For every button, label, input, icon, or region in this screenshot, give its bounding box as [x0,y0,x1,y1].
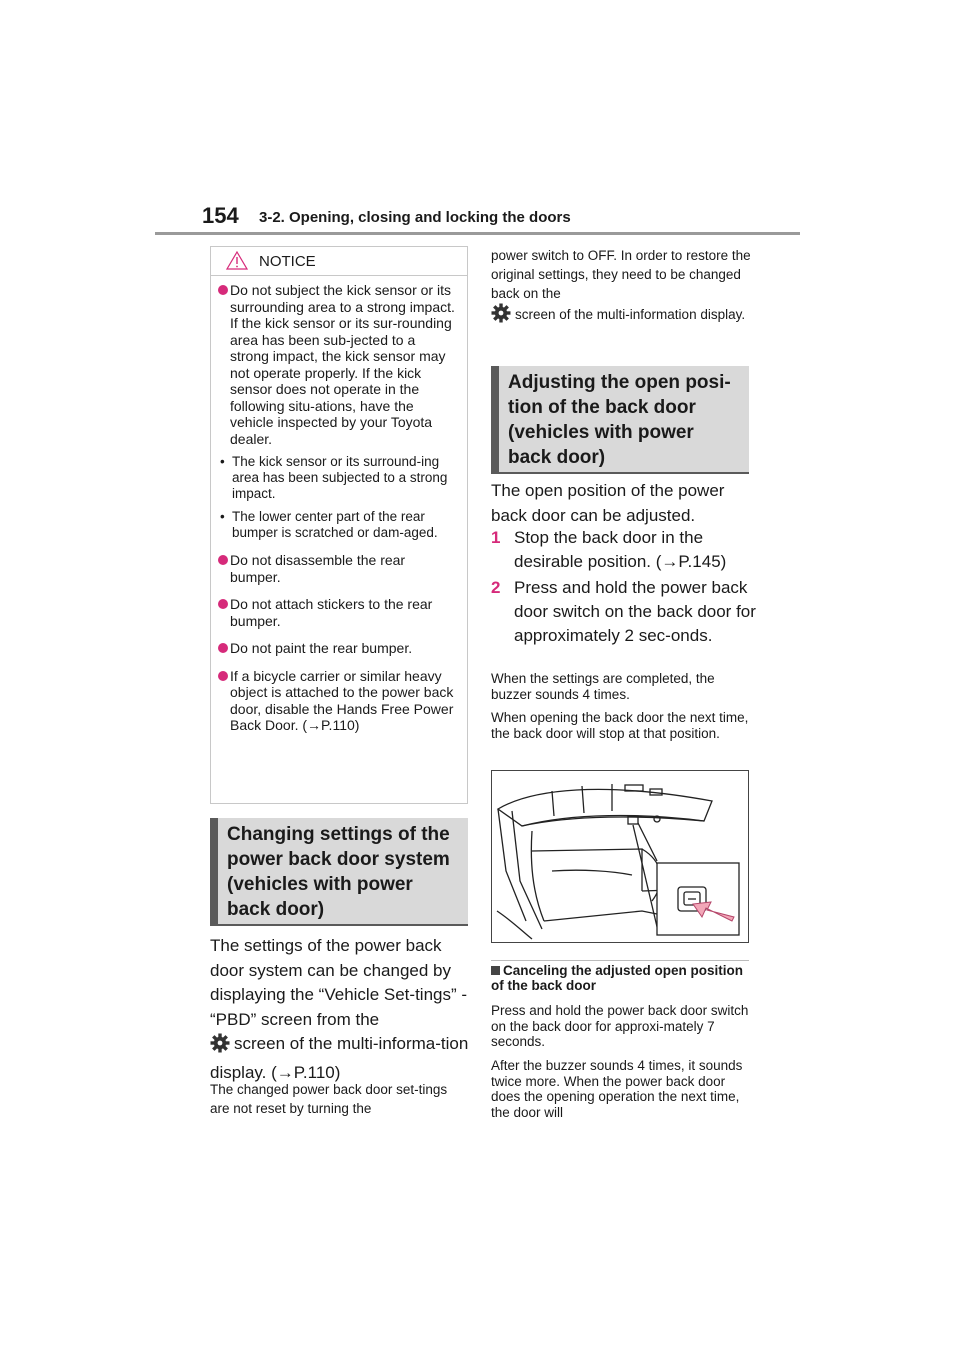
notice-title: NOTICE [259,253,316,270]
adjusting-intro: The open position of the power back door can be adjusted. [491,481,725,525]
step-1 [491,526,761,574]
notice-item [218,552,457,585]
back-door-drawing [492,771,748,942]
gear-icon [210,1033,230,1061]
notice-header [211,247,467,276]
notice-sub-item [218,454,457,502]
subsection-rule [491,960,749,961]
step-number: 1 [491,528,501,547]
bullet-dot-icon [218,285,228,295]
changing-settings-heading: Changing settings of the power back door system (vehicles with power back door) [210,818,468,926]
right-continuation [491,246,753,328]
changing-paragraph [210,934,472,1085]
notice-item-text: Do not disassemble the rear bumper. [230,552,406,585]
bullet-dot-icon [218,599,228,609]
continuation-text-b: screen of the multi-information display. [515,307,746,322]
bullet-dot-icon [218,643,228,653]
adjusting-heading: Adjusting the open posi-tion of the back door (vehicles with power back door) [491,366,749,474]
page-header [202,203,800,233]
bullet-dot-icon [218,671,228,681]
notice-item [218,596,457,629]
notice-item [218,282,457,447]
adjusting-note-2: When opening the back door the next time, the back door will stop at that position. [491,710,749,741]
step-number: 2 [491,578,501,597]
notice-item [218,668,457,734]
changing-note: The changed power back door set-tings are not reset by turning the [210,1082,448,1116]
changing-text-b: screen of the multi-informa-tion display. (→P.110) [210,1034,469,1082]
page-number: 154 [202,203,239,228]
continuation-text-a: power switch to OFF. In order to restore the original settings, they need to be changed back on the [491,248,751,301]
notice-item-text: Do not paint the rear bumper. [230,640,413,656]
canceling-paragraph-1: Press and hold the power back door switch on the back door for approxi-mately 7 seconds. [491,1003,749,1049]
back-door-illustration [491,770,749,943]
notice-body [211,276,467,734]
step-text: Press and hold the power back door switch on the back door for approximately 2 sec-onds. [514,578,756,645]
section-title: 3-2. Opening, closing and locking the doors [259,209,571,226]
bullet-icon: • [220,454,225,469]
notice-box [210,246,468,804]
gear-icon [491,303,511,328]
canceling-heading [491,963,749,993]
warning-triangle-icon [226,251,248,275]
notice-sub-item [218,509,457,541]
step-text: Stop the back door in the desirable position. (→P.145) [514,528,727,571]
step-2 [491,576,761,672]
bullet-dot-icon [218,555,228,565]
notice-item-text: Do not subject the kick sensor or its surrounding area to a strong impact. If the kick sensor or its sur-rounding area has been sub-jected to a strong impact, the kick sensor may not operate properly. If the kick sensor does not operate in the following situ-ations, have the vehicle inspected by your Toyota dealer. [230,282,455,447]
canceling-paragraph-2: After the buzzer sounds 4 times, it sounds twice more. When the power back door does the opening operation the next time, the door will [491,1058,743,1120]
notice-sub-item-text: The lower center part of the rear bumper is scratched or dam-aged. [232,509,438,540]
notice-item-text: Do not attach stickers to the rear bumper. [230,596,433,629]
changing-text-a: The settings of the power back door system can be changed by displaying the “Vehicle Set-tings” - “PBD” screen from the [210,936,468,1029]
notice-sub-item-text: The kick sensor or its surround-ing area has been subjected to a strong impact. [232,454,448,501]
bullet-icon: • [220,509,225,524]
square-bullet-icon [491,966,500,975]
notice-item [218,640,457,657]
header-rule [155,232,800,235]
notice-item-text: If a bicycle carrier or similar heavy object is attached to the power back door, disable the Hands Free Power Back Door. (→P.110) [230,667,454,733]
adjusting-note-1: When the settings are completed, the buzzer sounds 4 times. [491,671,715,702]
canceling-heading-text: Canceling the adjusted open position of the back door [491,963,744,993]
